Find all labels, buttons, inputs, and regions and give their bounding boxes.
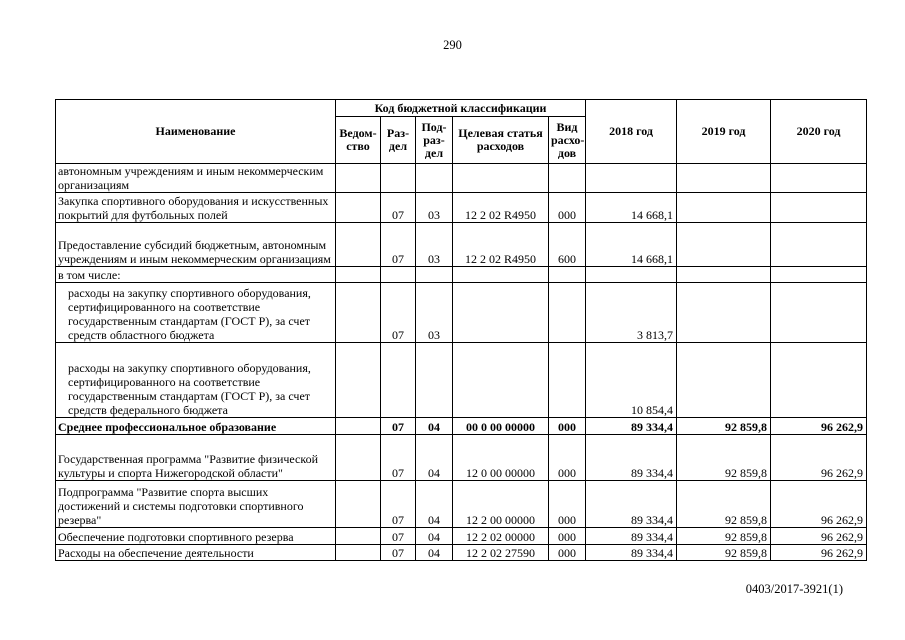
cell-2019: 92 859,8 [677, 528, 771, 545]
cell-ved [336, 164, 381, 193]
cell-vid: 000 [549, 193, 586, 223]
table-row [56, 435, 867, 481]
cell-2018: 89 334,4 [586, 418, 677, 435]
row-name: Расходы на обеспечение деятельности [56, 545, 336, 561]
table-row [56, 418, 867, 435]
cell-2019 [677, 283, 771, 343]
table-row [56, 481, 867, 528]
cell-celevaya: 12 2 02 R4950 [453, 193, 549, 223]
cell-vid [549, 164, 586, 193]
cell-podrazdel: 04 [416, 435, 453, 481]
table-row [56, 267, 867, 283]
cell-celevaya: 12 2 02 27590 [453, 545, 549, 561]
cell-podrazdel: 04 [416, 528, 453, 545]
row-name: в том числе: [56, 267, 336, 283]
table-row [56, 528, 867, 545]
document-code: 0403/2017-3921(1) [745, 582, 843, 596]
cell-2018: 14 668,1 [586, 193, 677, 223]
cell-ved [336, 481, 381, 528]
cell-celevaya [453, 343, 549, 418]
header-2020: 2020 год [771, 100, 867, 164]
cell-celevaya: 00 0 00 00000 [453, 418, 549, 435]
cell-2020 [771, 164, 867, 193]
cell-ved [336, 418, 381, 435]
cell-2020: 96 262,9 [771, 545, 867, 561]
cell-2020: 96 262,9 [771, 528, 867, 545]
cell-2020: 96 262,9 [771, 481, 867, 528]
row-name: Закупка спортивного оборудования и искусственных покрытий для футбольных полей [56, 193, 336, 223]
header-razdel: Раз-дел [381, 117, 416, 164]
cell-2019 [677, 223, 771, 267]
header-vid: Вид расхо-дов [549, 117, 586, 164]
header-2019: 2019 год [677, 100, 771, 164]
cell-celevaya [453, 267, 549, 283]
cell-2018: 3 813,7 [586, 283, 677, 343]
cell-razdel: 07 [381, 545, 416, 561]
cell-2019 [677, 267, 771, 283]
cell-2020 [771, 343, 867, 418]
cell-celevaya [453, 164, 549, 193]
cell-vid: 600 [549, 223, 586, 267]
cell-podrazdel: 03 [416, 283, 453, 343]
cell-2018: 10 854,4 [586, 343, 677, 418]
cell-2018 [586, 267, 677, 283]
table-row [56, 343, 867, 418]
row-name: Обеспечение подготовки спортивного резерва [56, 528, 336, 545]
cell-2019: 92 859,8 [677, 545, 771, 561]
cell-2019 [677, 343, 771, 418]
cell-2020: 96 262,9 [771, 418, 867, 435]
header-vedomstvo: Ведом-ство [336, 117, 381, 164]
cell-2018: 89 334,4 [586, 481, 677, 528]
cell-celevaya [453, 283, 549, 343]
table-row [56, 545, 867, 561]
cell-podrazdel: 04 [416, 481, 453, 528]
cell-razdel: 07 [381, 528, 416, 545]
cell-2019 [677, 193, 771, 223]
cell-2018 [586, 164, 677, 193]
cell-podrazdel [416, 164, 453, 193]
cell-celevaya: 12 2 02 00000 [453, 528, 549, 545]
cell-vid: 000 [549, 545, 586, 561]
cell-2020 [771, 193, 867, 223]
cell-2020 [771, 223, 867, 267]
cell-2019: 92 859,8 [677, 481, 771, 528]
cell-vid: 000 [549, 418, 586, 435]
cell-ved [336, 193, 381, 223]
row-name: расходы на закупку спортивного оборудования, сертифицированного на соответствие государственным стандартам (ГОСТ Р), за счет средств областного бюджета [56, 283, 336, 343]
cell-podrazdel: 04 [416, 418, 453, 435]
header-celevaya: Целевая статья расходов [453, 117, 549, 164]
cell-vid [549, 343, 586, 418]
cell-ved [336, 343, 381, 418]
row-name: Среднее профессиональное образование [56, 418, 336, 435]
cell-ved [336, 528, 381, 545]
cell-2020: 96 262,9 [771, 435, 867, 481]
header-2018: 2018 год [586, 100, 677, 164]
cell-razdel: 07 [381, 435, 416, 481]
row-name: автономным учреждениям и иным некоммерческим организациям [56, 164, 336, 193]
cell-2019: 92 859,8 [677, 435, 771, 481]
cell-celevaya: 12 0 00 00000 [453, 435, 549, 481]
row-name: Государственная программа "Развитие физической культуры и спорта Нижегородской области" [56, 435, 336, 481]
table-row [56, 283, 867, 343]
cell-vid: 000 [549, 481, 586, 528]
cell-ved [336, 435, 381, 481]
header-code-group: Код бюджетной классификации [336, 100, 586, 117]
cell-2019 [677, 164, 771, 193]
cell-podrazdel [416, 343, 453, 418]
cell-2020 [771, 283, 867, 343]
cell-razdel: 07 [381, 223, 416, 267]
cell-razdel: 07 [381, 481, 416, 528]
budget-table [55, 99, 867, 561]
cell-ved [336, 223, 381, 267]
cell-razdel: 07 [381, 193, 416, 223]
cell-razdel: 07 [381, 283, 416, 343]
row-name: Подпрограмма "Развитие спорта высших достижений и системы подготовки спортивного резерва" [56, 481, 336, 528]
cell-2018: 89 334,4 [586, 545, 677, 561]
cell-ved [336, 267, 381, 283]
cell-celevaya: 12 2 00 00000 [453, 481, 549, 528]
cell-ved [336, 283, 381, 343]
cell-2019: 92 859,8 [677, 418, 771, 435]
table-row [56, 164, 867, 193]
cell-podrazdel [416, 267, 453, 283]
cell-2018: 14 668,1 [586, 223, 677, 267]
row-name: расходы на закупку спортивного оборудования, сертифицированного на соответствие государственным стандартам (ГОСТ Р), за счет средств федерального бюджета [56, 343, 336, 418]
cell-podrazdel: 03 [416, 223, 453, 267]
cell-vid: 000 [549, 528, 586, 545]
cell-razdel [381, 267, 416, 283]
cell-celevaya: 12 2 02 R4950 [453, 223, 549, 267]
cell-vid: 000 [549, 435, 586, 481]
cell-vid [549, 283, 586, 343]
cell-2020 [771, 267, 867, 283]
page-number: 290 [443, 38, 462, 52]
header-podrazdel: Под-раз-дел [416, 117, 453, 164]
cell-razdel [381, 343, 416, 418]
cell-razdel [381, 164, 416, 193]
table-row [56, 193, 867, 223]
cell-2018: 89 334,4 [586, 435, 677, 481]
cell-podrazdel: 03 [416, 193, 453, 223]
cell-vid [549, 267, 586, 283]
cell-razdel: 07 [381, 418, 416, 435]
cell-ved [336, 545, 381, 561]
header-name: Наименование [56, 100, 336, 164]
cell-podrazdel: 04 [416, 545, 453, 561]
cell-2018: 89 334,4 [586, 528, 677, 545]
row-name: Предоставление субсидий бюджетным, автономным учреждениям и иным некоммерческим организациям [56, 223, 336, 267]
table-row [56, 223, 867, 267]
